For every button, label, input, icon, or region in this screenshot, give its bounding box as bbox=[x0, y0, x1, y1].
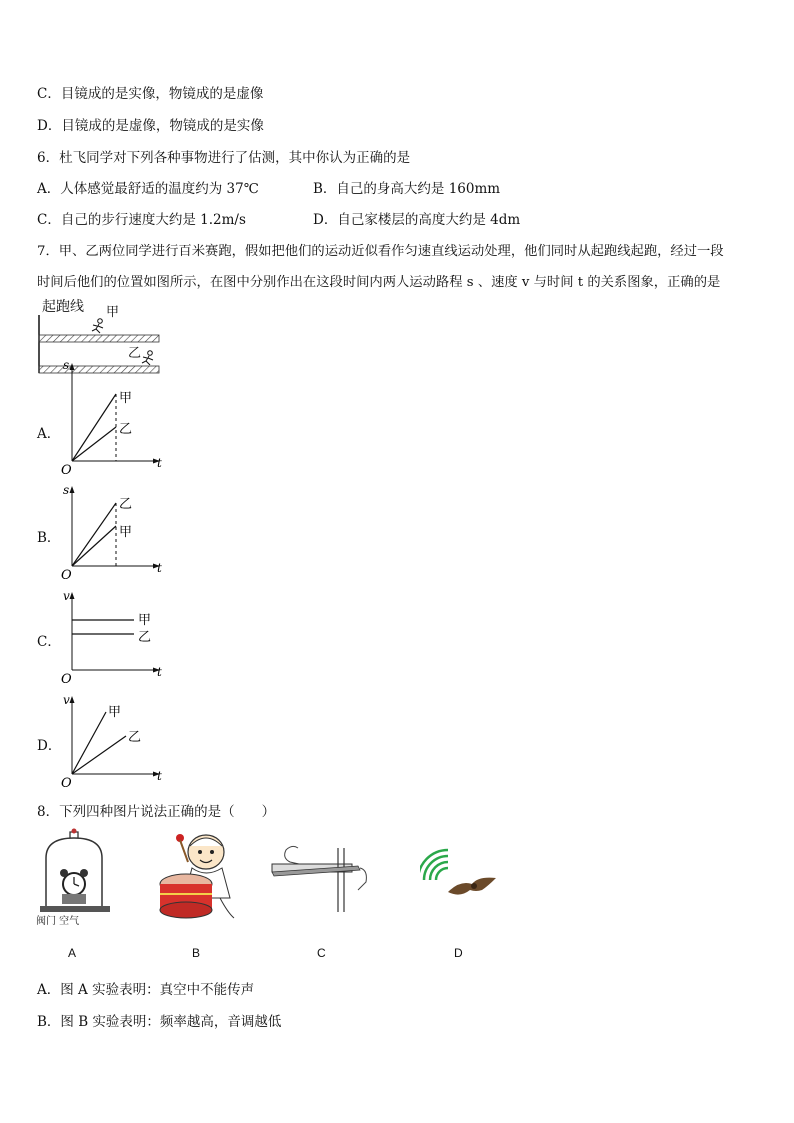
lane-divider bbox=[39, 335, 159, 342]
y-axis-label: s bbox=[63, 483, 70, 497]
lower-line-label: 乙 bbox=[119, 422, 133, 437]
q7-option-a-label: A． bbox=[37, 426, 61, 442]
upper-line-label: 甲 bbox=[119, 391, 133, 406]
line-jia bbox=[72, 712, 106, 774]
q7-stem-line2: 时间后他们的位置如图所示，在图中分别作出在这段时间内两人运动路程 s 、速度 v 与时间 t 的关系图象，正确的是 bbox=[37, 275, 721, 290]
runner-yi-label: 乙 bbox=[128, 346, 142, 361]
jar-base bbox=[40, 906, 110, 912]
line-jia bbox=[72, 394, 116, 461]
q8-figure-d bbox=[420, 840, 510, 910]
upper-line-label: 甲 bbox=[138, 613, 152, 628]
y-axis-label: s bbox=[63, 358, 70, 372]
q8-option-a: A．图 A 实验表明：真空中不能传声 bbox=[37, 982, 255, 998]
sound-wave bbox=[436, 868, 448, 880]
y-axis-label: v bbox=[63, 693, 70, 707]
x-axis-label: t bbox=[157, 456, 162, 470]
upper-line-label: 乙 bbox=[119, 497, 133, 512]
hand-left-icon bbox=[285, 846, 308, 866]
q6-stem: 6．杜飞同学对下列各种事物进行了估测，其中你认为正确的是 bbox=[37, 150, 411, 166]
runner-jia-icon bbox=[92, 319, 103, 333]
q8-figure-c bbox=[268, 840, 378, 920]
q6-option-b: B．自己的身高大约是 160mm bbox=[313, 181, 501, 197]
origin-label: O bbox=[61, 568, 72, 580]
q7-option-b-label: B． bbox=[37, 530, 61, 546]
q7-graph-c bbox=[58, 564, 168, 684]
start-line-label: 起跑线 bbox=[42, 299, 84, 315]
q7-graph-b bbox=[58, 460, 168, 580]
q7-stem-line1: 7．甲、乙两位同学进行百米赛跑，假如把他们的运动近似看作匀速直线运动处理，他们同时从起跑线起跑，经过一段 bbox=[37, 244, 724, 259]
hand-right-icon bbox=[358, 868, 366, 890]
q6-option-c: C．自己的步行速度大约是 1.2m/s bbox=[37, 212, 246, 228]
origin-label: O bbox=[61, 776, 72, 788]
lower-line-label: 乙 bbox=[128, 730, 142, 745]
q7-graph-d bbox=[58, 668, 168, 788]
x-axis-label: t bbox=[157, 561, 162, 575]
lower-line-label: 甲 bbox=[119, 525, 133, 540]
q8-option-b: B．图 B 实验表明：频率越高，音调越低 bbox=[37, 1014, 282, 1030]
line-yi bbox=[72, 736, 126, 774]
q6-option-d: D．自己家楼层的高度大约是 4dm bbox=[313, 212, 521, 228]
line-yi bbox=[72, 503, 116, 566]
q5-option-c: C．目镜成的是实像，物镜成的是虚像 bbox=[37, 86, 264, 102]
q5-option-d: D．目镜成的是虚像，物镜成的是实像 bbox=[37, 118, 264, 134]
q8-stem: 8．下列四种图片说法正确的是（ ） bbox=[37, 804, 276, 820]
valve-air-label: 阀门 空气 bbox=[36, 916, 80, 927]
origin-label: O bbox=[61, 672, 72, 684]
q7-option-c-label: C． bbox=[37, 634, 61, 650]
q6-option-a: A．人体感觉最舒适的温度约为 37℃ bbox=[37, 181, 259, 197]
x-axis-label: t bbox=[157, 769, 162, 783]
q8-figure-b bbox=[148, 828, 248, 928]
line-jia bbox=[72, 526, 116, 566]
origin-label: O bbox=[61, 463, 72, 475]
runner-jia-label: 甲 bbox=[106, 305, 120, 320]
caption-d: D bbox=[454, 946, 463, 960]
q8-figure-a bbox=[34, 828, 134, 928]
caption-b: B bbox=[192, 946, 201, 960]
lower-line-label: 乙 bbox=[138, 630, 152, 645]
upper-line-label: 甲 bbox=[108, 705, 122, 720]
line-yi bbox=[72, 427, 116, 461]
caption-c: C bbox=[317, 946, 326, 960]
caption-a: A bbox=[68, 946, 77, 960]
q7-option-d-label: D． bbox=[37, 738, 62, 754]
x-axis-label: t bbox=[157, 665, 162, 679]
q7-graph-a bbox=[58, 355, 168, 475]
y-axis-label: v bbox=[63, 589, 70, 603]
